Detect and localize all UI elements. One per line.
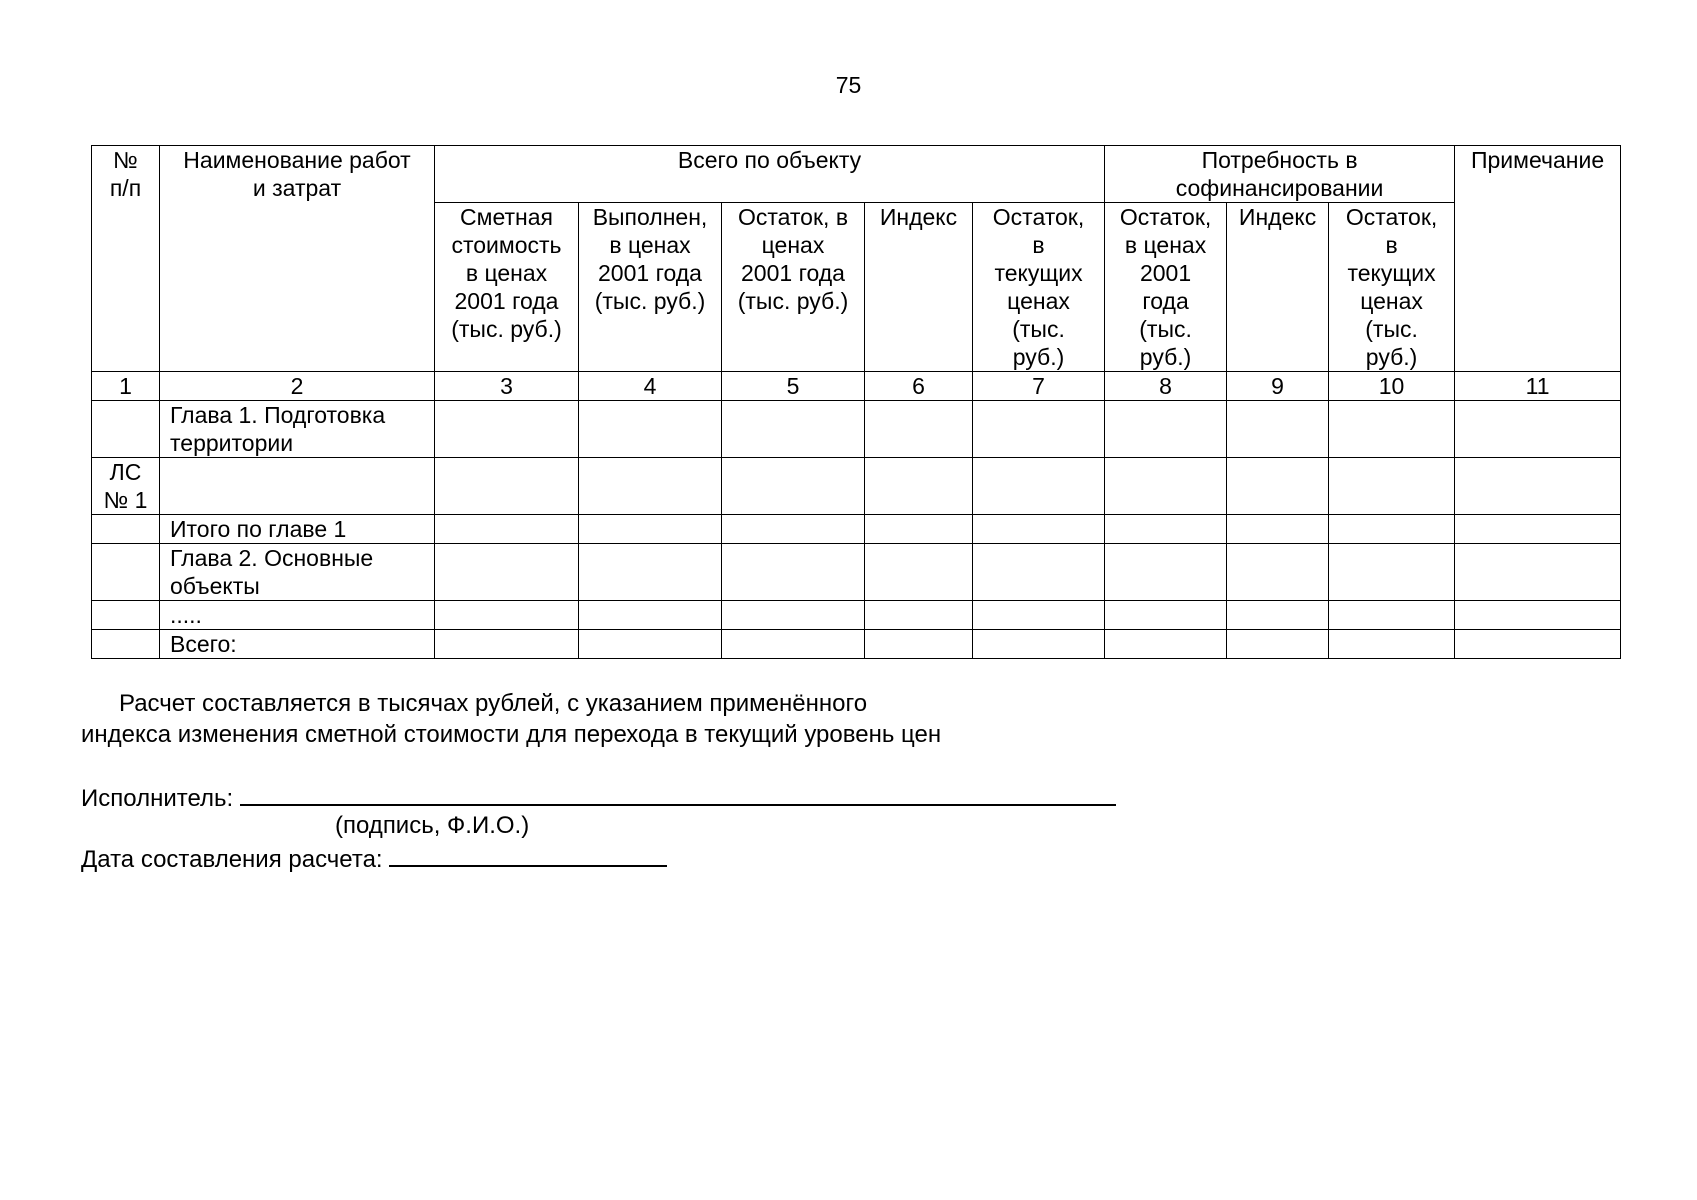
text-line: ценах: [761, 232, 825, 258]
table-cell[interactable]: [865, 458, 973, 515]
table-cell[interactable]: [435, 401, 579, 458]
table-cell[interactable]: [973, 401, 1105, 458]
row-name-cell: [160, 601, 435, 630]
text-line: стоимость: [451, 232, 562, 258]
header-col-7: [973, 203, 1105, 372]
text-line: 2001 года: [741, 260, 845, 286]
table-cell[interactable]: [579, 544, 722, 601]
table-cell[interactable]: [865, 544, 973, 601]
table-cell[interactable]: [1227, 401, 1329, 458]
header-note: Примечание: [1455, 146, 1621, 372]
column-number: 7: [973, 372, 1105, 401]
text-line: ЛС: [109, 459, 142, 485]
text-line: Глава 1. Подготовка: [170, 402, 386, 428]
text-line: 2001 года: [598, 260, 702, 286]
text-line: (тыс.: [1012, 316, 1065, 342]
note-line-1: Расчет составляется в тысячах рублей, с указанием применённого: [119, 690, 868, 717]
header-col-10: [1329, 203, 1455, 372]
table-cell[interactable]: [1105, 544, 1227, 601]
text-line: Наименование работ: [183, 147, 411, 173]
text-line: 2001: [1139, 260, 1192, 286]
header-col-9: [1227, 203, 1329, 372]
text-line: (тыс. руб.): [737, 288, 849, 314]
text-line: .....: [170, 602, 202, 628]
table-cell[interactable]: [1227, 630, 1329, 659]
table-cell[interactable]: [1227, 601, 1329, 630]
text-line: Индекс: [879, 204, 958, 230]
table-cell[interactable]: [1105, 601, 1227, 630]
executor-line: [81, 780, 1116, 814]
date-label: Дата составления расчета:: [81, 846, 383, 873]
header-name: [160, 146, 435, 372]
table-cell[interactable]: [1329, 544, 1455, 601]
column-number: 8: [1105, 372, 1227, 401]
header-col-4: [579, 203, 722, 372]
table-cell[interactable]: [722, 601, 865, 630]
text-line: ценах: [1360, 288, 1423, 314]
text-line: Остаток,: [1345, 204, 1438, 230]
table-row: [92, 601, 1621, 630]
row-num-cell: [92, 601, 160, 630]
header-row-1: [92, 146, 1621, 203]
text-line: в ценах: [465, 260, 548, 286]
table-cell[interactable]: [1329, 515, 1455, 544]
text-line: руб.): [1365, 344, 1418, 370]
column-number: 5: [722, 372, 865, 401]
table-cell[interactable]: [1227, 458, 1329, 515]
row-name-cell: [160, 630, 435, 659]
table-cell[interactable]: [973, 544, 1105, 601]
table-cell[interactable]: [435, 544, 579, 601]
table-cell[interactable]: [579, 458, 722, 515]
text-line: Потребность в: [1201, 147, 1358, 173]
header-need-group: [1105, 146, 1455, 203]
note-text: [81, 688, 941, 750]
page-number: 75: [835, 72, 862, 98]
text-line: Выполнен,: [592, 204, 708, 230]
text-line: в: [1032, 232, 1045, 258]
text-line: года: [1142, 288, 1189, 314]
table-cell[interactable]: [1105, 458, 1227, 515]
table-cell[interactable]: [1227, 544, 1329, 601]
text-line: Индекс: [1238, 204, 1317, 230]
text-line: Остаток,: [1119, 204, 1212, 230]
table-row: [92, 401, 1621, 458]
column-number: 4: [579, 372, 722, 401]
table-cell[interactable]: [579, 515, 722, 544]
text-line: софинансировании: [1175, 175, 1384, 201]
text-line: 2001 года: [454, 288, 559, 314]
text-line: Глава 2. Основные: [170, 545, 374, 571]
table-cell[interactable]: [1227, 515, 1329, 544]
header-total-group: Всего по объекту: [435, 146, 1105, 203]
table-cell[interactable]: [435, 601, 579, 630]
column-number: 10: [1329, 372, 1455, 401]
table-cell[interactable]: [1105, 515, 1227, 544]
row-name-cell: [160, 401, 435, 458]
text-line: в: [1385, 232, 1398, 258]
table-cell[interactable]: [1455, 458, 1621, 515]
text-line: Остаток, в: [737, 204, 849, 230]
table-cell[interactable]: [1455, 601, 1621, 630]
table-cell[interactable]: [1329, 630, 1455, 659]
executor-signature-field[interactable]: [240, 780, 1116, 806]
column-number-row: [92, 372, 1621, 401]
date-line: [81, 841, 667, 875]
table-row: [92, 515, 1621, 544]
column-number: 1: [92, 372, 160, 401]
header-num: [92, 146, 160, 372]
column-number: 9: [1227, 372, 1329, 401]
table-cell[interactable]: [865, 601, 973, 630]
text-line: (тыс. руб.): [451, 316, 562, 342]
header-col-8: [1105, 203, 1227, 372]
text-line: текущих: [1347, 260, 1436, 286]
table-cell[interactable]: [579, 401, 722, 458]
row-num-cell: [92, 544, 160, 601]
table-cell[interactable]: [722, 458, 865, 515]
table-cell[interactable]: [722, 515, 865, 544]
table-cell[interactable]: [435, 458, 579, 515]
column-number: 2: [160, 372, 435, 401]
table-cell[interactable]: [722, 630, 865, 659]
text-line: Сметная: [460, 204, 553, 230]
table-row: [92, 544, 1621, 601]
note-line-2: индекса изменения сметной стоимости для перехода в текущий уровень цен: [81, 721, 942, 748]
text-line: руб.): [1012, 344, 1065, 370]
executor-label: Исполнитель:: [81, 785, 234, 812]
table-cell[interactable]: [579, 630, 722, 659]
text-line: (тыс.: [1139, 316, 1192, 342]
row-num-cell: [92, 401, 160, 458]
table-cell[interactable]: [435, 515, 579, 544]
table-cell[interactable]: [1455, 401, 1621, 458]
text-line: № 1: [103, 487, 148, 513]
row-num-cell: [92, 630, 160, 659]
text-line: объекты: [170, 573, 260, 599]
table-cell[interactable]: [1329, 458, 1455, 515]
header-col-3: [435, 203, 579, 372]
table-cell[interactable]: [722, 401, 865, 458]
table-row: [92, 458, 1621, 515]
table-cell[interactable]: [973, 515, 1105, 544]
table-cell[interactable]: [1455, 630, 1621, 659]
text-line: Итого по главе 1: [170, 516, 347, 542]
text-line: №: [113, 147, 138, 173]
text-line: в ценах: [609, 232, 691, 258]
header-col-5: [722, 203, 865, 372]
row-name-cell: [160, 544, 435, 601]
text-line: Остаток,: [992, 204, 1085, 230]
text-line: в ценах: [1124, 232, 1207, 258]
header-col-6: [865, 203, 973, 372]
text-line: п/п: [109, 175, 142, 201]
table-cell[interactable]: [1105, 401, 1227, 458]
date-field[interactable]: [389, 841, 667, 867]
table-cell[interactable]: [865, 515, 973, 544]
column-number: 6: [865, 372, 973, 401]
table-cell[interactable]: [1329, 401, 1455, 458]
text-line: ценах: [1007, 288, 1070, 314]
table-cell[interactable]: [1329, 601, 1455, 630]
table-cell[interactable]: [722, 544, 865, 601]
signature-caption: (подпись, Ф.И.О.): [335, 812, 530, 839]
text-line: (тыс.: [1365, 316, 1418, 342]
row-name-cell: [160, 458, 435, 515]
text-line: (тыс. руб.): [594, 288, 706, 314]
table-row: [92, 630, 1621, 659]
text-line: текущих: [994, 260, 1083, 286]
column-number: 11: [1455, 372, 1621, 401]
table-cell[interactable]: [865, 630, 973, 659]
text-line: территории: [170, 430, 294, 456]
text-line: Всего:: [170, 631, 237, 657]
table-cell[interactable]: [973, 458, 1105, 515]
table-cell[interactable]: [579, 601, 722, 630]
table-cell[interactable]: [1455, 515, 1621, 544]
table-cell[interactable]: [865, 401, 973, 458]
table-cell[interactable]: [1455, 544, 1621, 601]
estimate-table: [91, 145, 1621, 659]
table-cell[interactable]: [973, 630, 1105, 659]
text-line: руб.): [1139, 344, 1192, 370]
table-cell[interactable]: [435, 630, 579, 659]
row-num-cell: [92, 515, 160, 544]
column-number: 3: [435, 372, 579, 401]
row-num-cell: [92, 458, 160, 515]
text-line: и затрат: [252, 175, 342, 201]
table-cell[interactable]: [973, 601, 1105, 630]
table-cell[interactable]: [1105, 630, 1227, 659]
row-name-cell: [160, 515, 435, 544]
